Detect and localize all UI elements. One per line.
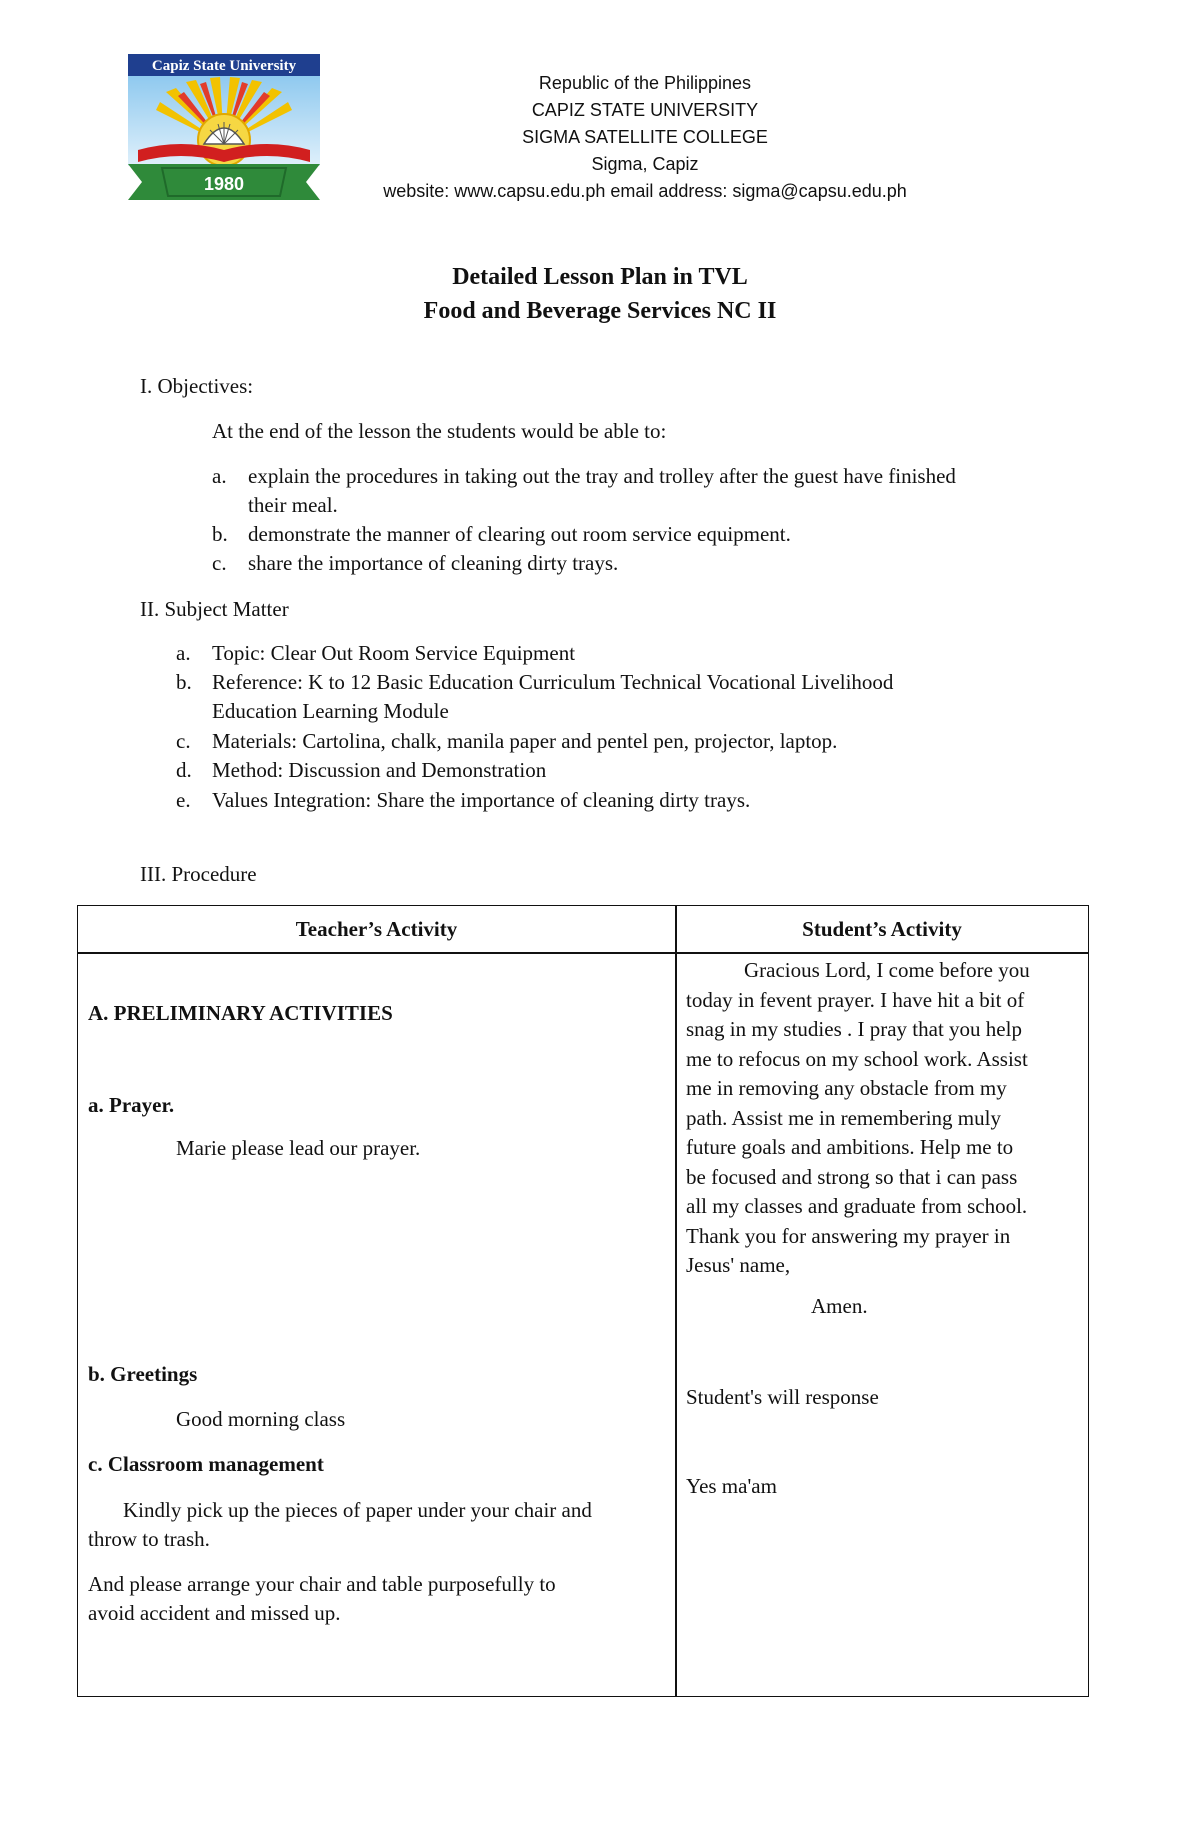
subject-marker: e. (176, 788, 191, 812)
management-instruction-cont: throw to trash. (88, 1527, 210, 1551)
subject-item-materials: Materials: Cartolina, chalk, manila paper and pentel pen, projector, laptop. (212, 729, 838, 753)
institution-header (330, 70, 960, 205)
header-student-activity: Student’s Activity (802, 917, 962, 941)
prayer-instruction: Marie please lead our prayer. (176, 1136, 421, 1160)
table-divider (675, 906, 677, 1696)
student-prayer-line: all my classes and graduate from school. (686, 1194, 1028, 1218)
logo-university-name: Capiz State University (151, 58, 297, 74)
student-prayer-line: snag in my studies . I pray that you help (686, 1017, 1022, 1041)
subject-matter-heading: II. Subject Matter (140, 597, 289, 621)
classroom-management-heading: c. Classroom management (88, 1452, 324, 1476)
student-management-response: Yes ma'am (686, 1474, 777, 1498)
subject-item-reference-cont: Education Learning Module (212, 699, 449, 723)
document-title: Detailed Lesson Plan in TVL (452, 264, 748, 290)
management-instruction: Kindly pick up the pieces of paper under your chair and (123, 1498, 592, 1522)
student-greeting-response: Student's will response (686, 1385, 879, 1409)
subject-marker: d. (176, 758, 192, 782)
procedure-heading: III. Procedure (140, 862, 257, 886)
arrange-instruction: And please arrange your chair and table purposefully to (88, 1572, 556, 1596)
subject-item-method: Method: Discussion and Demonstration (212, 758, 547, 782)
student-prayer-line: Jesus' name, (686, 1253, 791, 1277)
student-prayer-line: be focused and strong so that i can pass (686, 1164, 1018, 1189)
subject-marker: a. (176, 641, 191, 665)
objective-item: explain the procedures in taking out the tray and trolley after the guest have finished (248, 464, 956, 488)
objective-marker: a. (212, 464, 227, 488)
student-prayer (686, 956, 1030, 1281)
prayer-heading: a. Prayer. (88, 1093, 175, 1117)
subject-item-topic: Topic: Clear Out Room Service Equipment (212, 641, 576, 665)
subject-marker: b. (176, 670, 192, 694)
preliminary-activities-heading: A. PRELIMINARY ACTIVITIES (88, 1001, 393, 1025)
header-contact: website: www.capsu.edu.ph email address: sigma@capsu.edu.ph (383, 181, 907, 201)
student-prayer-line: future goals and ambitions. Help me to (686, 1135, 1014, 1159)
subject-marker: c. (176, 729, 191, 753)
subject-item-reference: Reference: K to 12 Basic Education Curriculum Technical Vocational Livelihood (212, 670, 894, 694)
header-location: Sigma, Capiz (591, 154, 699, 174)
logo-year: 1980 (203, 174, 245, 194)
student-prayer-line: path. Assist me in remembering muly (686, 1105, 1001, 1130)
student-prayer-line: Gracious Lord, I come before you (744, 958, 1030, 982)
table-header-rule (78, 952, 1088, 954)
objectives-intro: At the end of the lesson the students would be able to: (212, 419, 667, 443)
header-university: CAPIZ STATE UNIVERSITY (531, 100, 759, 120)
student-prayer-line: Thank you for answering my prayer in (686, 1223, 1011, 1248)
university-logo (126, 52, 322, 200)
greetings-text: Good morning class (176, 1407, 346, 1431)
objective-item: demonstrate the manner of clearing out room service equipment. (248, 522, 791, 546)
objective-item: share the importance of cleaning dirty trays. (248, 551, 619, 575)
student-prayer-line: me to refocus on my school work. Assist (686, 1046, 1028, 1071)
student-prayer-line: me in removing any obstacle from my (686, 1076, 1007, 1100)
subject-item-values: Values Integration: Share the importance of cleaning dirty trays. (212, 788, 751, 812)
objective-item-cont: their meal. (248, 493, 338, 517)
arrange-instruction-cont: avoid accident and missed up. (88, 1601, 341, 1625)
procedure-table (77, 905, 1089, 1697)
objective-marker: c. (212, 551, 227, 575)
document-subtitle: Food and Beverage Services NC II (423, 298, 777, 324)
student-prayer-line: today in fevent prayer. I have hit a bit of (686, 987, 1025, 1012)
header-teacher-activity: Teacher’s Activity (295, 917, 458, 941)
objectives-heading: I. Objectives: (140, 374, 254, 398)
header-college: SIGMA SATELLITE COLLEGE (522, 127, 768, 147)
greetings-heading: b. Greetings (88, 1362, 198, 1386)
header-republic: Republic of the Philippines (538, 73, 752, 93)
objective-marker: b. (212, 522, 228, 546)
student-amen: Amen. (811, 1294, 868, 1318)
